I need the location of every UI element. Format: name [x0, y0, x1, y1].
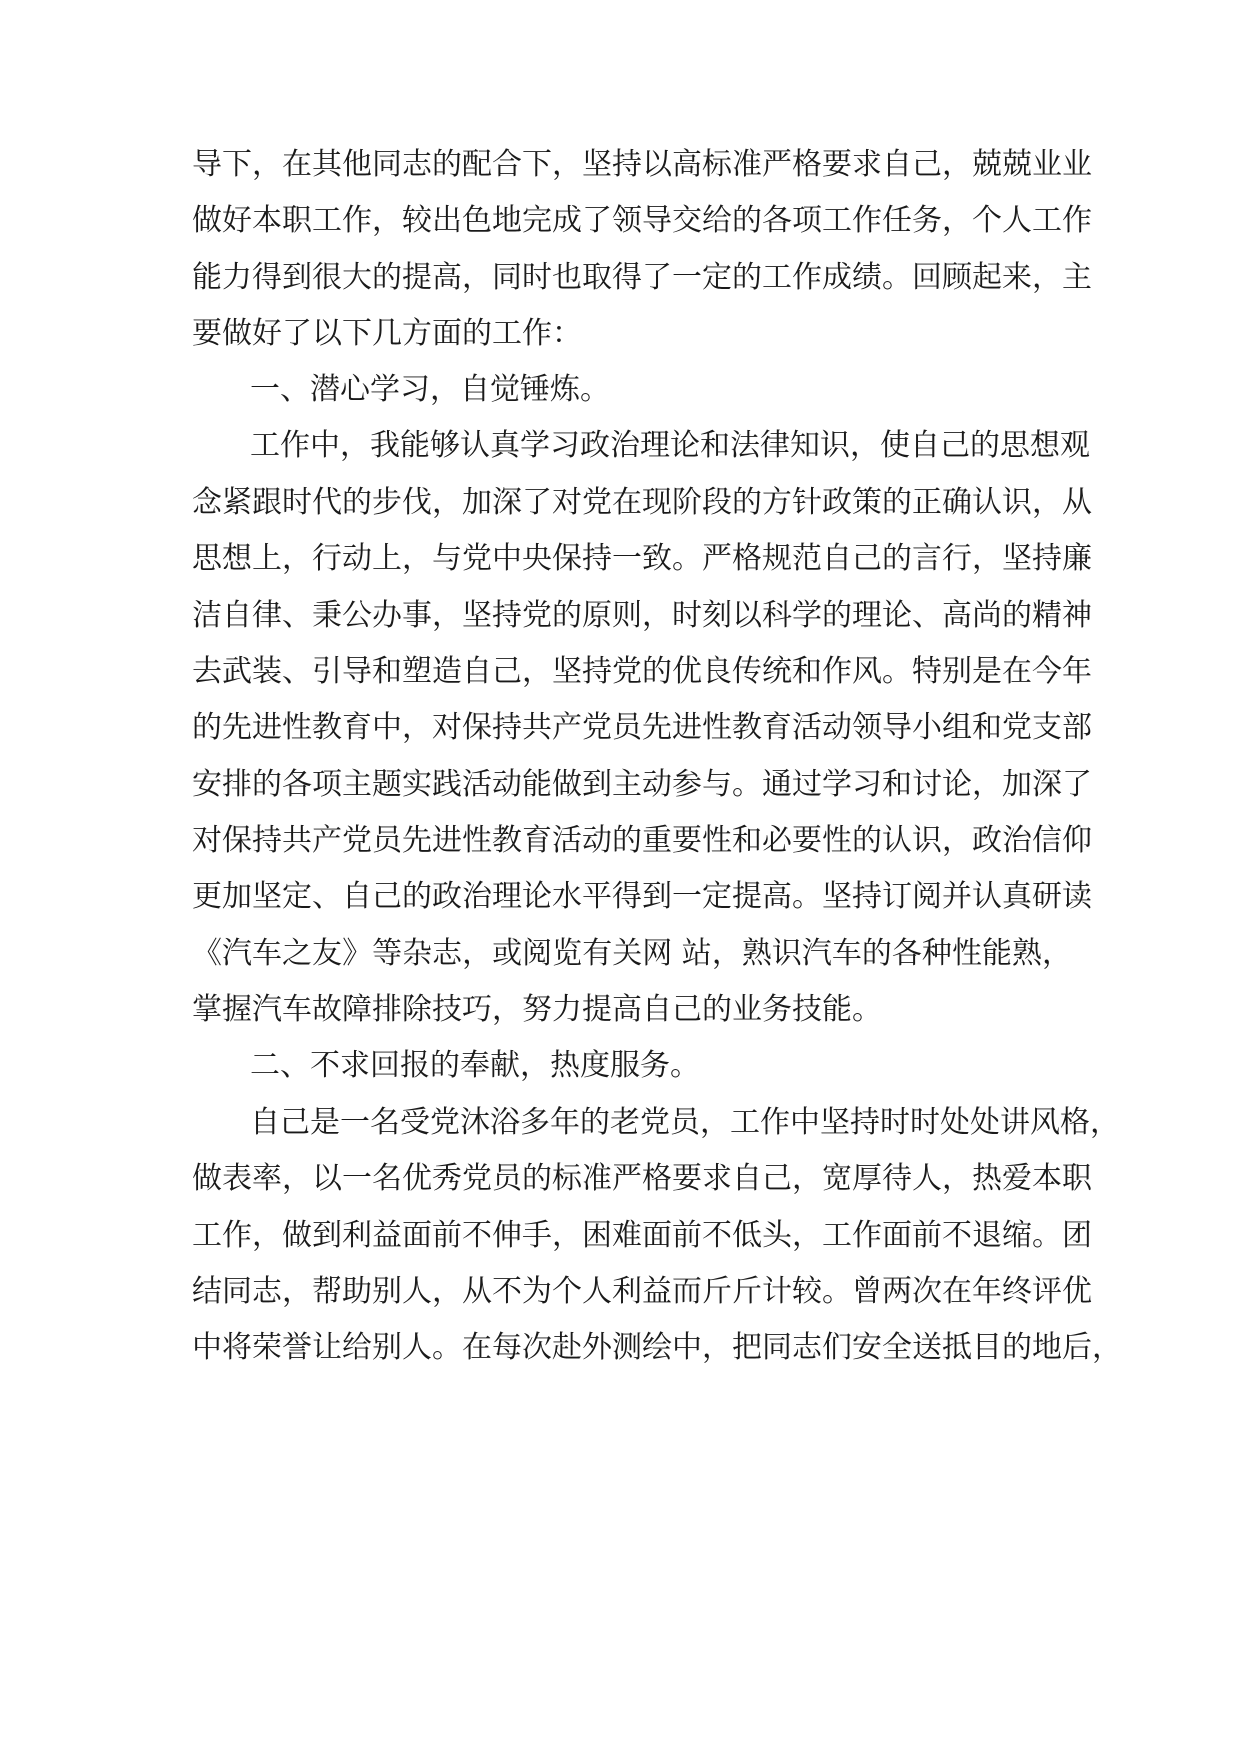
paragraph-line: 去武装、引导和塑造自己，坚持党的优良传统和作风。特别是在今年: [192, 654, 1092, 689]
paragraph-line: 思想上，行动上，与党中央保持一致。严格规范自己的言行，坚持廉: [192, 541, 1092, 576]
paragraph-line: 掌握汽车故障排除技巧，努力提高自己的业务技能。: [192, 992, 882, 1027]
paragraph-line: 工作，做到利益面前不伸手，困难面前不低头，工作面前不退缩。团: [192, 1218, 1092, 1253]
paragraph-line: 能力得到很大的提高，同时也取得了一定的工作成绩。回顾起来，主: [192, 260, 1092, 295]
paragraph-line: 工作中，我能够认真学习政治理论和法律知识，使自己的思想观: [250, 428, 1090, 463]
paragraph-line: 导下，在其他同志的配合下，坚持以高标准严格要求自己，兢兢业业: [192, 147, 1092, 182]
paragraph-line: 安排的各项主题实践活动能做到主动参与。通过学习和讨论，加深了: [192, 767, 1092, 802]
paragraph-line: 中将荣誉让给别人。在每次赴外测绘中，把同志们安全送抵目的地后，: [192, 1330, 1122, 1365]
paragraph-line: 自己是一名受党沐浴多年的老党员，工作中坚持时时处处讲风格，: [250, 1105, 1120, 1140]
paragraph-line: 要做好了以下几方面的工作：: [192, 316, 582, 351]
paragraph-line: 做表率，以一名优秀党员的标准严格要求自己，宽厚待人，热爱本职: [192, 1161, 1092, 1196]
paragraph-line: 《汽车之友》等杂志，或阅览有关网 站，熟识汽车的各种性能熟，: [192, 936, 1072, 971]
paragraph-line: 对保持共产党员先进性教育活动的重要性和必要性的认识，政治信仰: [192, 823, 1092, 858]
paragraph-line: 洁自律、秉公办事，坚持党的原则，时刻以科学的理论、高尚的精神: [192, 598, 1092, 633]
section-heading-2: 二、不求回报的奉献，热度服务。: [250, 1048, 700, 1083]
paragraph-line: 的先进性教育中，对保持共产党员先进性教育活动领导小组和党支部: [192, 710, 1092, 745]
paragraph-line: 念紧跟时代的步伐，加深了对党在现阶段的方针政策的正确认识，从: [192, 485, 1092, 520]
paragraph-line: 做好本职工作，较出色地完成了领导交给的各项工作任务，个人工作: [192, 203, 1092, 238]
paragraph-line: 更加坚定、自己的政治理论水平得到一定提高。坚持订阅并认真研读: [192, 879, 1092, 914]
paragraph-line: 结同志，帮助别人，从不为个人利益而斤斤计较。曾两次在年终评优: [192, 1274, 1092, 1309]
section-heading-1: 一、潜心学习，自觉锤炼。: [250, 372, 610, 407]
